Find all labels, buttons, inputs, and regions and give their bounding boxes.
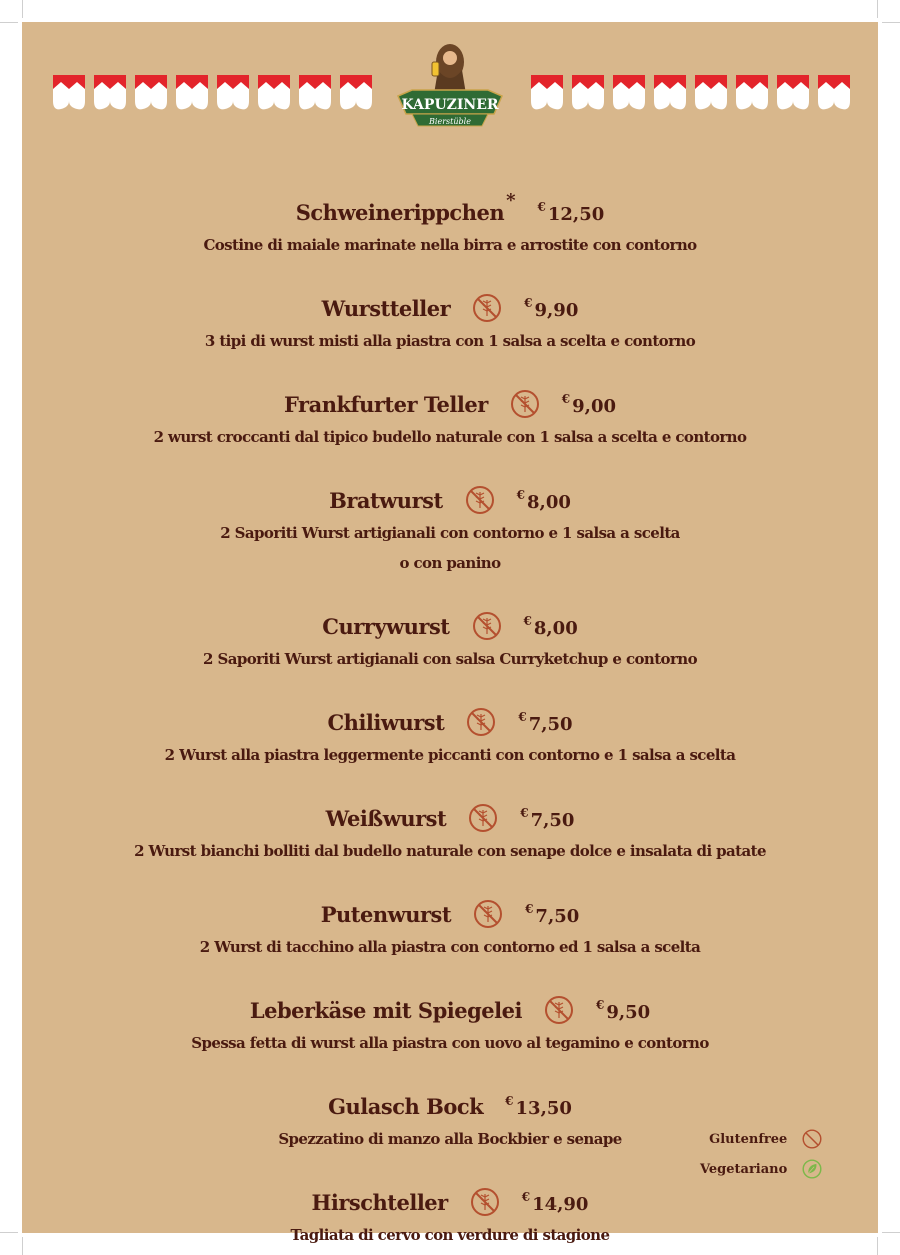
franconian-rake-flag-icon <box>340 75 372 111</box>
franconian-rake-flag-icon <box>654 75 686 111</box>
currency-symbol: € <box>561 391 571 406</box>
menu-item-header <box>22 1184 878 1220</box>
menu-item-description: 2 Wurst di tacchino alla piastra con contorno ed 1 salsa a scelta <box>199 938 701 956</box>
menu-item-price <box>520 805 575 831</box>
price-value: 13,50 <box>515 1097 572 1119</box>
menu-item-name: Frankfurter Teller <box>284 391 488 417</box>
price-value: 12,50 <box>547 203 605 225</box>
menu-item-description: o con panino <box>399 554 501 572</box>
menu-item-price <box>595 997 651 1023</box>
menu-item-description: 2 wurst croccanti dal tipico budello naturale con 1 salsa a scelta e contorno <box>153 428 747 446</box>
menu-item-header <box>22 992 878 1028</box>
currency-symbol: € <box>525 901 534 916</box>
crop-mark <box>882 1232 900 1233</box>
currency-symbol: € <box>524 295 533 310</box>
menu-item-description: Spezzatino di manzo alla Bockbier e senape <box>278 1130 622 1148</box>
menu-item-price <box>524 295 579 321</box>
svg-text:KAPUZINER: KAPUZINER <box>401 97 499 113</box>
menu-item <box>22 608 878 674</box>
menu-item-price <box>518 709 573 735</box>
franconian-rake-flag-icon <box>695 75 727 111</box>
menu-item-name: Hirschteller <box>311 1189 448 1215</box>
menu-item <box>22 800 878 866</box>
menu-item-header <box>22 482 878 518</box>
menu-item <box>22 992 878 1058</box>
menu-item-star: * <box>506 189 516 211</box>
menu-item-name: Weißwurst <box>325 805 447 831</box>
franconian-rake-flag-icon <box>531 75 563 111</box>
price-value: 7,50 <box>530 809 575 831</box>
menu-sheet <box>22 22 878 1244</box>
crop-mark <box>877 0 878 18</box>
no-wheat-icon <box>466 707 496 737</box>
leaf-icon <box>801 1158 823 1180</box>
legend-vegetarian <box>700 1154 823 1184</box>
svg-text:Bierstüble: Bierstüble <box>429 117 471 126</box>
franconian-rake-flag-icon <box>217 75 249 111</box>
menu-item-header <box>22 896 878 932</box>
franconian-rake-flag-icon <box>258 75 290 111</box>
crop-mark <box>0 1232 18 1233</box>
price-value: 9,00 <box>572 395 616 417</box>
menu-item <box>22 704 878 770</box>
franconian-rake-flag-icon <box>572 75 604 111</box>
no-wheat-icon <box>472 611 502 641</box>
menu-item-name: Schweinerippchen <box>295 199 505 225</box>
no-wheat-icon <box>468 803 498 833</box>
menu-item-price <box>521 1189 589 1215</box>
menu-item-description: 2 Wurst bianchi bolliti dal budello naturale con senape dolce e insalata di patate <box>134 842 766 860</box>
menu-item-name: Currywurst <box>322 613 450 639</box>
franconian-rake-flag-icon <box>299 75 331 111</box>
menu-item-name: Gulasch Bock <box>328 1093 484 1119</box>
franconian-rake-flag-icon <box>818 75 850 111</box>
no-wheat-icon <box>544 995 574 1025</box>
menu-item <box>22 896 878 962</box>
menu-item-name: Leberkäse mit Spiegelei <box>249 997 522 1023</box>
menu-item-name: Chiliwurst <box>327 709 445 735</box>
flag-bunting-left <box>53 75 372 111</box>
menu-item-header <box>22 704 878 740</box>
franconian-rake-flag-icon <box>176 75 208 111</box>
menu-item <box>22 386 878 452</box>
price-value: 7,50 <box>535 905 580 927</box>
price-value: 7,50 <box>528 713 573 735</box>
currency-symbol: € <box>595 997 605 1012</box>
currency-symbol: € <box>505 1093 514 1108</box>
menu-item-header <box>22 386 878 422</box>
price-value: 8,00 <box>527 491 571 513</box>
currency-symbol: € <box>523 613 532 628</box>
menu-item-header <box>22 608 878 644</box>
menu-item-name: Putenwurst <box>320 901 452 927</box>
price-value: 8,00 <box>533 617 578 639</box>
menu-item-header <box>22 1088 878 1124</box>
menu-item-description: Costine di maiale marinate nella birra e arrostite con contorno <box>203 236 697 254</box>
menu-item-description: 2 Saporiti Wurst artigianali con salsa Curryketchup e contorno <box>203 650 697 668</box>
franconian-rake-flag-icon <box>53 75 85 111</box>
franconian-rake-flag-icon <box>777 75 809 111</box>
menu-item-header <box>22 290 878 326</box>
legend-vegetarian-label: Vegetariano <box>700 1161 788 1177</box>
legend <box>700 1124 823 1184</box>
franconian-rake-flag-icon <box>613 75 645 111</box>
kapuziner-logo <box>394 40 506 132</box>
menu-item-price <box>505 1093 572 1119</box>
flag-bunting-right <box>531 75 850 111</box>
legend-glutenfree-label: Glutenfree <box>709 1131 788 1147</box>
menu-item-name: Bratwurst <box>329 487 443 513</box>
menu-item-name: Wurstteller <box>321 295 451 321</box>
menu-item-description: Spessa fetta di wurst alla piastra con uovo al tegamino e contorno <box>191 1034 709 1052</box>
currency-symbol: € <box>521 1189 531 1204</box>
price-value: 14,90 <box>532 1193 589 1215</box>
menu-item-price <box>525 901 580 927</box>
currency-symbol: € <box>516 487 526 502</box>
crop-mark <box>0 22 18 23</box>
price-value: 9,90 <box>534 299 579 321</box>
menu-item <box>22 482 878 578</box>
franconian-rake-flag-icon <box>94 75 126 111</box>
price-value: 9,50 <box>606 1001 651 1023</box>
menu-item <box>22 1184 878 1250</box>
currency-symbol: € <box>520 805 529 820</box>
no-wheat-icon <box>510 389 540 419</box>
franconian-rake-flag-icon <box>135 75 167 111</box>
menu-item-price <box>516 487 571 513</box>
no-wheat-icon <box>801 1128 823 1150</box>
menu-item-price <box>537 199 605 225</box>
no-wheat-icon <box>473 899 503 929</box>
currency-symbol: € <box>537 199 546 214</box>
menu-item-description: 3 tipi di wurst misti alla piastra con 1 salsa a scelta e contorno <box>204 332 696 350</box>
franconian-rake-flag-icon <box>736 75 768 111</box>
no-wheat-icon <box>465 485 495 515</box>
legend-glutenfree <box>700 1124 823 1154</box>
menu-item-description: 2 Wurst alla piastra leggermente piccanti con contorno e 1 salsa a scelta <box>164 746 736 764</box>
menu-list <box>22 172 878 1250</box>
currency-symbol: € <box>518 709 527 724</box>
menu-item <box>22 290 878 356</box>
menu-item-price <box>523 613 578 639</box>
menu-item <box>22 189 878 260</box>
menu-item-price <box>561 391 616 417</box>
menu-item-description: 2 Saporiti Wurst artigianali con contorno e 1 salsa a scelta <box>220 524 680 542</box>
menu-item-header <box>22 189 878 230</box>
no-wheat-icon <box>472 293 502 323</box>
crop-mark <box>22 0 23 18</box>
crop-mark <box>882 22 900 23</box>
menu-item-header <box>22 800 878 836</box>
menu-item-description: Tagliata di cervo con verdure di stagione <box>290 1226 610 1244</box>
no-wheat-icon <box>470 1187 500 1217</box>
